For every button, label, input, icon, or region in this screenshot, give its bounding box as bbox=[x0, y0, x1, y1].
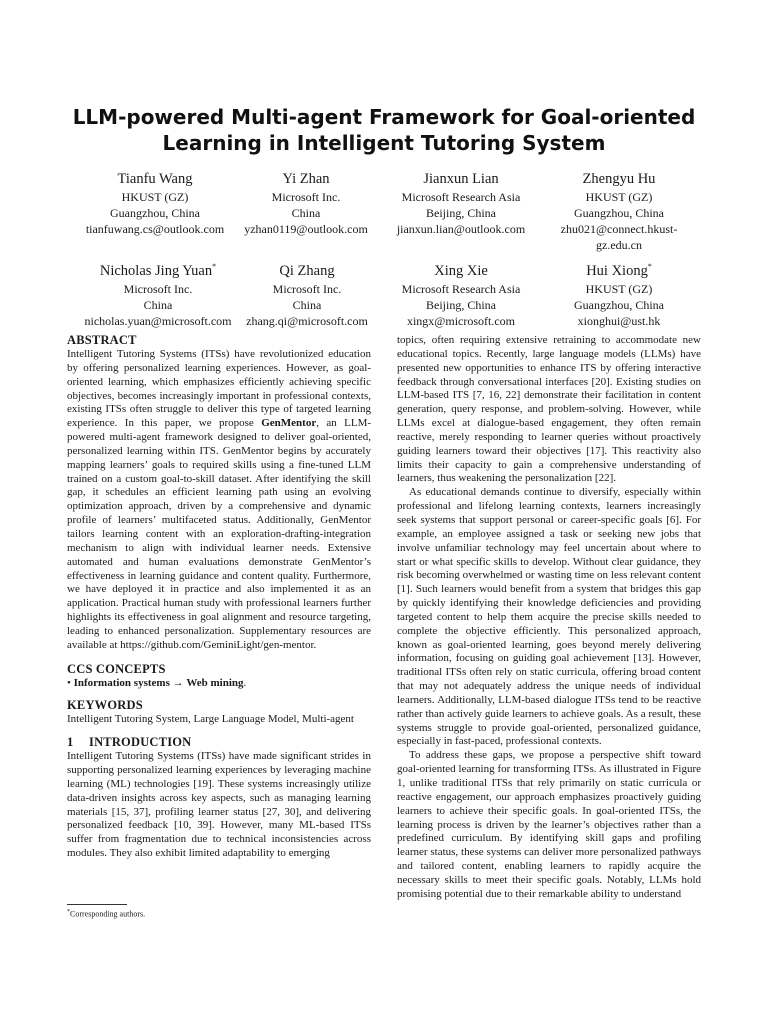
right-column bbox=[397, 334, 701, 902]
author-block bbox=[77, 165, 233, 237]
author-location: China bbox=[143, 297, 173, 312]
introduction-paragraph: Intelligent Tutoring Systems (ITSs) have made significant strides in supporting personalized learning experiences by leveraging machine learning (ML) technologies [19]. These systems increasingly utilize data-driven insights across key aspects, such as managing learning materials [15, 37], profiling learner status [27, 30], and delivering personalized feedback [10, 39]. However, many ML-based ITSs suffer from fragmentation due to technical inconsistencies across modules. They also exhibit limited adaptability to emerging bbox=[67, 750, 371, 860]
framework-name: GenMentor bbox=[261, 417, 317, 430]
author-affiliation: Microsoft Inc. bbox=[271, 189, 341, 204]
author-name: Nicholas Jing Yuan* bbox=[99, 262, 217, 279]
author-name: Xing Xie bbox=[434, 262, 488, 279]
author-block bbox=[236, 165, 376, 237]
author-affiliation: Microsoft Research Asia bbox=[401, 189, 521, 204]
left-column bbox=[67, 332, 371, 861]
author-affiliation: HKUST (GZ) bbox=[585, 281, 653, 296]
author-affiliation: Microsoft Research Asia bbox=[401, 281, 521, 296]
author-email: zhang.qi@microsoft.com bbox=[246, 313, 368, 328]
author-email: jianxun.lian@outlook.com bbox=[396, 221, 526, 236]
author-location: Guangzhou, China bbox=[110, 205, 200, 220]
footnote-rule bbox=[67, 904, 127, 905]
author-block bbox=[550, 165, 688, 253]
author-location: Guangzhou, China bbox=[574, 205, 664, 220]
author-email: xingx@microsoft.com bbox=[406, 313, 516, 328]
author-email: nicholas.yuan@microsoft.com bbox=[84, 313, 232, 328]
author-name: Tianfu Wang bbox=[117, 170, 193, 187]
author-email: xionghui@ust.hk bbox=[577, 313, 661, 328]
author-email: tianfuwang.cs@outlook.com bbox=[85, 221, 225, 236]
author-email: yzhan0119@outlook.com bbox=[244, 221, 368, 236]
author-name: Yi Zhan bbox=[282, 170, 330, 187]
author-block bbox=[386, 257, 536, 329]
keywords-heading: KEYWORDS bbox=[67, 698, 143, 713]
author-name: Hui Xiong* bbox=[586, 262, 652, 279]
ccs-heading: CCS CONCEPTS bbox=[67, 661, 166, 676]
footnote: *Corresponding authors. bbox=[67, 909, 146, 919]
author-block bbox=[386, 165, 536, 237]
introduction-paragraph: topics, often requiring extensive retraining to accommodate new educational topics. Recently, large language models (LLMs) have presented new opportunities to enhance ITS by offering interactive feedback through conversational interfaces [20]. Existing studies on LLM-based ITS [7, 16, 22] demonstrate their facilitation in content generation, query response, and problem-solving. However, while LLMs excel at dialogue-based engagement, they often remain reactive, merely responding to learner queries without proactively guiding learners toward their objectives [17]. This reactivity also limits their capacity to gain a comprehensive understanding of learners, thus weakening the personalization [22]. bbox=[397, 334, 701, 485]
abstract-heading: ABSTRACT bbox=[67, 333, 137, 347]
abstract-text: Intelligent Tutoring Systems (ITSs) have revolutionized education by offering personalized learning experiences. However, as goal-oriented learning, which emphasizes efficiently achieving specific objectives, becomes increasingly important in professional contexts, existing ITSs often struggle to deliver this type of targeted learning experience. In this paper, we propose GenMentor, an LLM-powered multi-agent framework designed to deliver goal-oriented, personalized learning within ITS. GenMentor begins by accurately mapping learners’ goals to required skills using a fine-tuned LLM trained on a custom goal-to-skill dataset. After identifying the skill gap, it schedules an efficient learning path using an evolving optimization approach, driven by a comprehensive and dynamic profile of learners’ multifaceted status. Additionally, GenMentor tailors learning content with an exploration-drafting-integration mechanism to align with individual learner needs. Extensive automated and human evaluations demonstrate GenMentor’s effectiveness in learning guidance and content quality. Furthermore, we have deployed it in practice and also implemented it as an application. Practical human study with professional learners further highlights its effectiveness in goal alignment and resource targeting, leading to enhanced personalization. Supplementary resources are available at https://github.com/GeminiLight/gen-mentor. bbox=[67, 348, 372, 651]
author-block bbox=[550, 257, 688, 329]
author-location: Beijing, China bbox=[426, 297, 496, 312]
author-affiliation: HKUST (GZ) bbox=[585, 189, 653, 204]
ccs-concepts: • Information systems → Web mining. bbox=[67, 676, 247, 689]
keywords-text: Intelligent Tutoring System, Large Language Model, Multi-agent bbox=[67, 713, 354, 726]
author-name: Qi Zhang bbox=[279, 262, 335, 279]
title-line-2: Learning in Intelligent Tutoring System bbox=[162, 131, 606, 155]
author-location: Beijing, China bbox=[426, 205, 496, 220]
title-line-1: LLM-powered Multi-agent Framework for Goal-oriented bbox=[72, 105, 696, 129]
introduction-paragraph: As educational demands continue to diversify, especially within professional and lifelong learning contexts, learners increasingly seek systems that support personal or career-specific goals [6]. For example, an employee assigned a task or seeking new jobs that involve unfamiliar technology may feel uncertain about where to start or what specific skills to develop. Without clear guidance, they risk becoming overwhelmed or wasting time on less relevant content [1]. Such learners would benefit from a system that bridges this gap by quickly identifying their knowledge deficiencies and providing targeted content to help them acquire the precise skills needed to complete the objective efficiently. This personalized approach, known as goal-oriented learning, goes beyond merely delivering information, focusing on guiding goal achievement [13]. However, traditional ITSs often rely on static curricula, offering broad content that may not adequately address the unique needs of individual learners. Additionally, LLM-based dialogue ITSs tend to be reactive rather than actively guide learners to achieve goals. As a result, these systems struggle to provide goal-oriented, personalized guidance, especially in fast-paced, professional contexts. bbox=[397, 486, 701, 748]
author-location: China bbox=[292, 297, 322, 312]
introduction-paragraph: To address these gaps, we propose a perspective shift toward goal-oriented learning for transforming ITSs. As illustrated in Figure 1, unlike traditional ITSs that rely primarily on static curricula or reactive engagement, our approach emphasizes proactively guiding learners to achieve their specific goals. In goal-oriented ITSs, the learning process is driven by the learner’s objectives rather than a predefined curriculum. By identifying skill gaps and profiling learner status, these systems can deliver more personalized pathways and tailored content, enabling learners to rapidly acquire the necessary skills to meet their specific goals. Notably, LLMs hold promising potential due to their remarkable ability to understand bbox=[397, 749, 701, 900]
author-affiliation: Microsoft Inc. bbox=[272, 281, 342, 296]
author-block bbox=[240, 257, 374, 329]
introduction-heading: 1 INTRODUCTION bbox=[67, 735, 192, 750]
author-email-cont: gz.edu.cn bbox=[596, 237, 642, 252]
author-block bbox=[77, 257, 239, 329]
author-name: Zhengyu Hu bbox=[582, 170, 656, 187]
author-location: Guangzhou, China bbox=[574, 297, 664, 312]
author-location: China bbox=[291, 205, 321, 220]
author-affiliation: Microsoft Inc. bbox=[123, 281, 193, 296]
author-name: Jianxun Lian bbox=[423, 170, 499, 187]
author-email: zhu021@connect.hkust- bbox=[560, 221, 678, 236]
paper-title bbox=[60, 104, 708, 156]
author-affiliation: HKUST (GZ) bbox=[121, 189, 189, 204]
